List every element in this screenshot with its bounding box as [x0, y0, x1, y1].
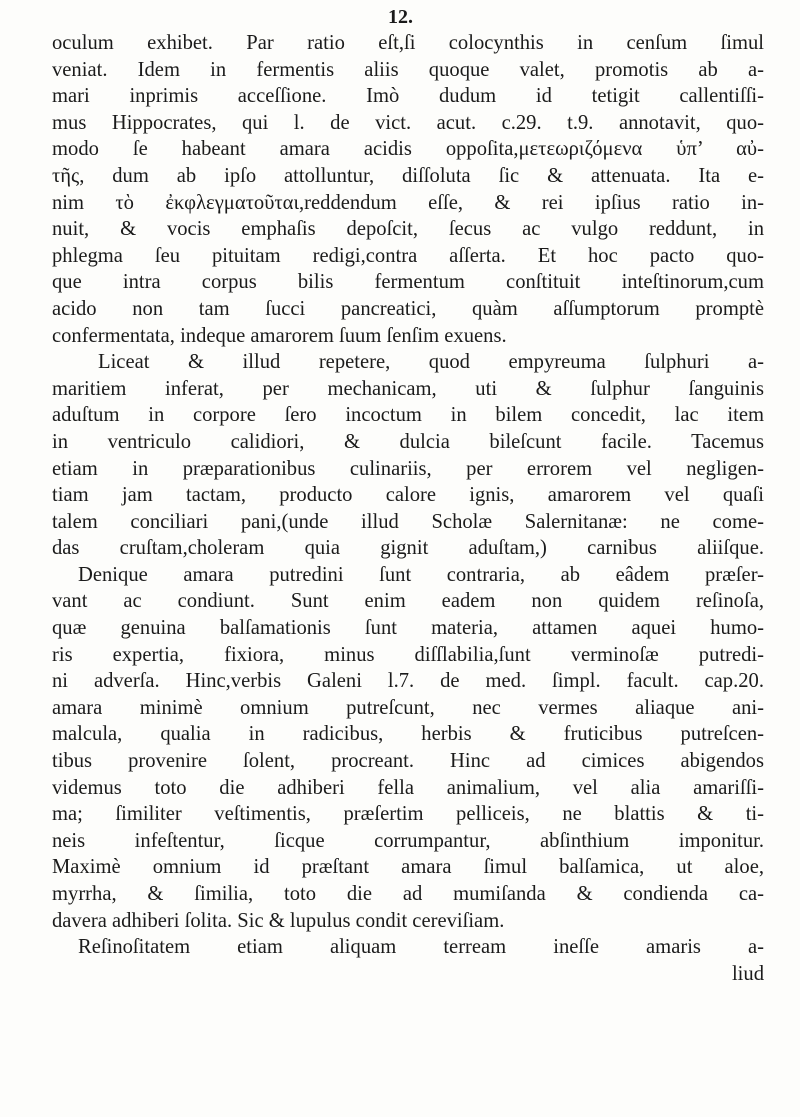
text-line: aduſtum in corpore ſero incoctum in bilem concedit, lac item — [52, 404, 764, 427]
page-number: 12. — [388, 6, 413, 28]
text-line: nim τὸ ἐκφλεγματοῦται,reddendum eſſe, & rei ipſius ratio in- — [52, 191, 764, 214]
catchword: liud — [731, 962, 764, 985]
text-line: Liceat & illud repetere, quod empyreuma ſulphuri a- — [98, 351, 764, 374]
text-line: mus Hippocrates, qui l. de vict. acut. c.29. t.9. annotavit, quo- — [52, 111, 764, 134]
text-line: malcula, qualia in radicibus, herbis & fruticibus putreſcen- — [52, 723, 764, 746]
text-line: mari inprimis acceſſione. Imò dudum id tetigit callentiſſi- — [52, 85, 764, 108]
text-line: quæ genuina balſamationis ſunt materia, attamen aquei humo- — [52, 617, 764, 640]
text-line: Denique amara putredini ſunt contraria, ab eâdem præſer- — [78, 563, 764, 586]
text-line: vant ac condiunt. Sunt enim eadem non quidem reſinoſa, — [52, 590, 764, 613]
text-line: davera adhiberi ſolita. Sic & lupulus condit cereviſiam. — [52, 909, 505, 932]
text-line: neis infeſtentur, ſicque corrumpantur, abſinthium imponitur. — [52, 829, 764, 852]
text-line: maritiem inferat, per mechanicam, uti & ſulphur ſanguinis — [52, 377, 764, 400]
text-line: que intra corpus bilis fermentum conſtituit inteſtinorum,cum — [52, 271, 764, 294]
text-line: etiam in præparationibus culinariis, per errorem vel negligen- — [52, 457, 764, 480]
text-line: ni adverſa. Hinc,verbis Galeni l.7. de med. ſimpl. facult. cap.20. — [52, 670, 764, 693]
text-line: tiam jam tactam, producto calore ignis, amarorem vel quaſi — [52, 484, 764, 507]
text-line: myrrha, & ſimilia, toto die ad mumiſanda & condienda ca- — [52, 883, 764, 905]
body-text — [52, 30, 764, 987]
text-line: ris expertia, fixiora, minus diſſlabilia,ſunt verminoſæ putredi- — [52, 643, 764, 666]
text-line: in ventriculo calidiori, & dulcia bileſcunt facile. Tacemus — [52, 430, 764, 453]
text-line: confermentata, indeque amarorem ſuum ſenſim exuens. — [52, 324, 507, 347]
text-line: nuit, & vocis emphaſis depoſcit, ſecus ac vulgo reddunt, in — [52, 218, 764, 241]
text-line: talem conciliari pani,(unde illud Scholæ Salernitanæ: ne come- — [52, 510, 764, 533]
text-line: Reſinoſitatem etiam aliquam terream ineſſe amaris a- — [78, 936, 764, 959]
text-line: Maximè omnium id præſtant amara ſimul balſamica, ut aloe, — [52, 856, 764, 879]
text-line: ma; ſimiliter veſtimentis, præſertim pelliceis, ne blattis & ti- — [52, 803, 764, 826]
text-line: veniat. Idem in fermentis aliis quoque valet, promotis ab a- — [52, 58, 764, 81]
text-line: das cruſtam,choleram quia gignit aduſtam,) carnibus aliiſque. — [52, 537, 764, 560]
text-line: phlegma ſeu pituitam redigi,contra aſſerta. Et hoc pacto quo- — [52, 244, 764, 267]
text-line: τῆς, dum ab ipſo attolluntur, diſſoluta ſic & attenuata. Ita e- — [52, 164, 764, 187]
text-line: modo ſe habeant amara acidis oppoſita,μετεωριζόμενα ὑπ’ αὐ- — [52, 138, 764, 161]
text-line: tibus provenire ſolent, procreant. Hinc ad cimices abigendos — [52, 750, 764, 773]
text-line: acido non tam ſucci pancreatici, quàm aſſumptorum promptè — [52, 297, 764, 320]
text-line: oculum exhibet. Par ratio eſt,ſi colocynthis in cenſum ſimul — [52, 32, 764, 54]
text-line: amara minimè omnium putreſcunt, nec vermes aliaque ani- — [52, 696, 764, 719]
text-line: videmus toto die adhiberi fella animalium, vel alia amariſſi- — [52, 776, 764, 799]
